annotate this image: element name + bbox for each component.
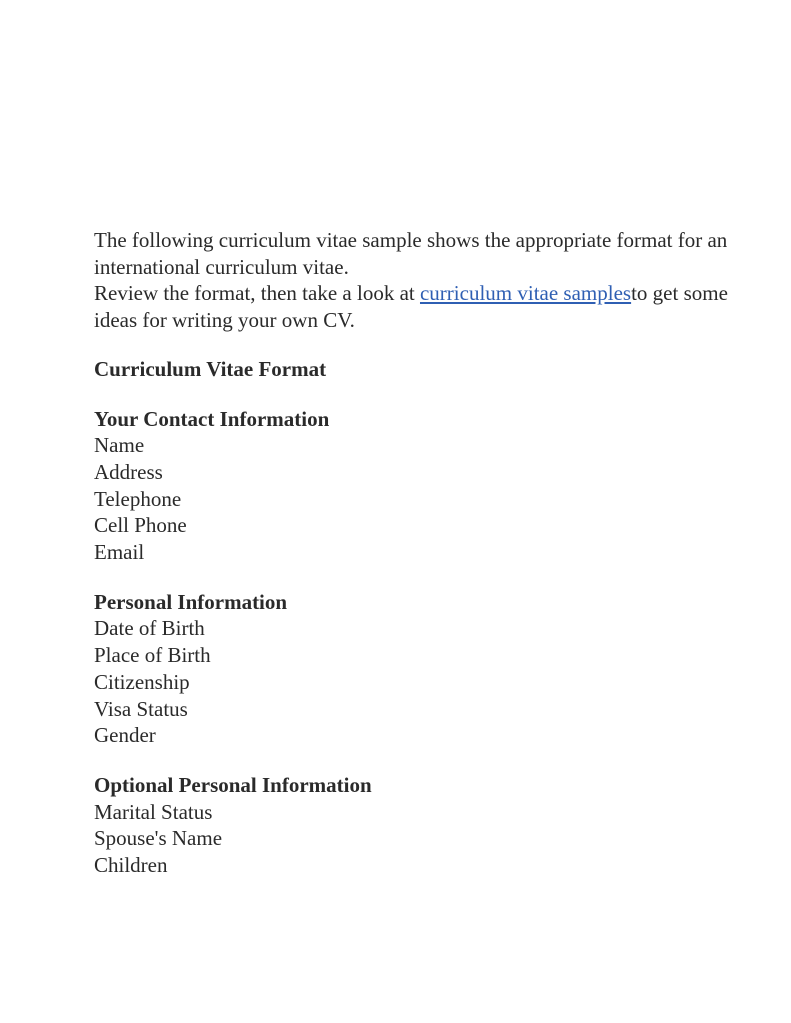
intro-line-2-after: to get some ideas for writing your own CV. — [94, 281, 728, 333]
list-item: Name — [94, 433, 145, 458]
section-heading: Your Contact Information — [94, 406, 330, 431]
curriculum-vitae-samples-link[interactable]: curriculum vitae samples — [419, 281, 632, 306]
list-item: Citizenship — [94, 669, 190, 694]
intro-line-2-before: Review the format, then take a look at — [94, 281, 420, 306]
section-personal-information — [94, 589, 734, 749]
list-item: Date of Birth — [94, 616, 205, 641]
list-item: Visa Status — [94, 696, 188, 721]
list-item: Children — [94, 853, 168, 878]
document-page — [94, 227, 734, 879]
section-heading: Personal Information — [94, 589, 288, 614]
intro-line-1: The following curriculum vitae sample shows the appropriate format for an international curriculum vitae. — [94, 228, 728, 279]
list-item: Gender — [94, 723, 156, 748]
section-heading: Optional Personal Information — [94, 772, 372, 797]
list-item: Marital Status — [94, 799, 213, 824]
section-list — [94, 432, 734, 566]
format-title: Curriculum Vitae Format — [94, 356, 327, 381]
list-item: Cell Phone — [94, 513, 187, 538]
list-item: Email — [94, 540, 145, 565]
section-contact-information — [94, 406, 734, 566]
list-item: Spouse's Name — [94, 826, 223, 851]
list-item: Place of Birth — [94, 643, 211, 668]
intro-line-2 — [94, 280, 734, 333]
section-optional-personal-information — [94, 772, 734, 879]
list-item: Address — [94, 459, 163, 484]
list-item: Telephone — [94, 486, 182, 511]
section-list — [94, 615, 734, 749]
section-list — [94, 799, 734, 879]
intro-paragraph — [94, 227, 734, 334]
